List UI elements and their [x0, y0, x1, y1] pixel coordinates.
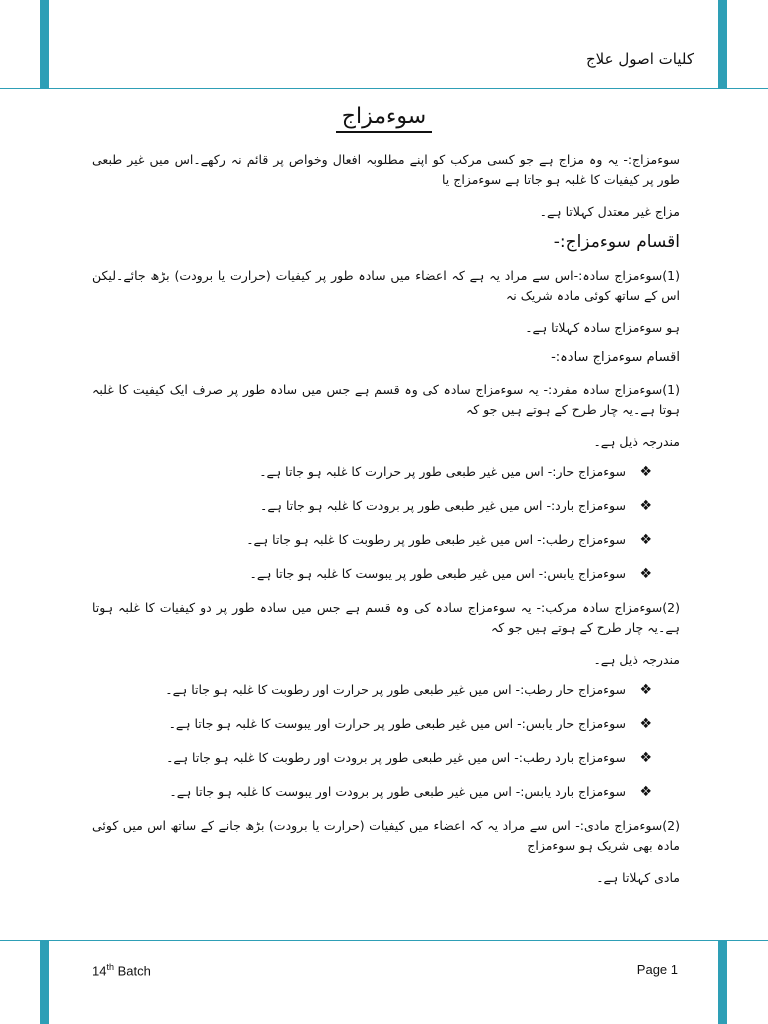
header-rule: [0, 88, 768, 89]
list-item-text: سوءمزاج بارد یابس:- اس میں غیر طبعی طور پر برودت اور یبوست کا غلبہ ہو جاتا ہے۔: [169, 784, 626, 799]
single-bullet-list: [92, 462, 680, 584]
diamond-bullet-icon: ❖: [639, 784, 652, 800]
single-line-1: (1)سوءمزاج سادہ مفرد:- یہ سوءمزاج سادہ کی وہ قسم ہے جس میں سادہ طور پر صرف ایک کیفیت کا غلبہ ہوتا ہے۔یہ چار طرح کے ہوتے ہیں جو کہ: [92, 382, 680, 417]
list-item-text: سوءمزاج حار رطب:- اس میں غیر طبعی طور پر حرارت اور رطوبت کا غلبہ ہو جاتا ہے۔: [165, 682, 626, 697]
diamond-bullet-icon: ❖: [639, 498, 652, 514]
simple-types-heading: اقسام سوءمزاج سادہ:-: [551, 350, 680, 365]
types-heading: اقسام سوءمزاج:-: [553, 232, 680, 252]
list-item: [92, 530, 652, 550]
page-title: [0, 104, 768, 129]
diamond-bullet-icon: ❖: [639, 464, 652, 480]
list-item: [92, 748, 652, 768]
footer-rule: [0, 940, 768, 941]
simple-line-2: ہو سوءمزاج سادہ کہلاتا ہے۔: [525, 320, 680, 335]
single-paragraph: [92, 380, 680, 452]
intro-paragraph: [92, 150, 680, 222]
list-item-text: سوءمزاج بارد:- اس میں غیر طبعی طور پر برودت کا غلبہ ہو جاتا ہے۔: [260, 498, 626, 513]
list-item: [92, 782, 652, 802]
document-body: [92, 150, 680, 898]
material-line-2: مادی کہلاتا ہے۔: [596, 870, 680, 885]
list-item-text: سوءمزاج حار یابس:- اس میں غیر طبعی طور پر حرارت اور یبوست کا غلبہ ہو جاتا ہے۔: [168, 716, 626, 731]
left-border-bottom: [40, 940, 49, 1024]
title-text: سوءمزاج: [336, 104, 432, 133]
list-item: [92, 680, 652, 700]
material-line-1: (2)سوءمزاج مادی:- اس سے مراد یہ کہ اعضاء میں کیفیات (حرارت یا برودت) بڑھ جانے کے ساتھ اس میں کوئی مادہ بھی شریک ہو سوءمزاج: [92, 818, 680, 853]
left-border-top: [40, 0, 49, 88]
intro-line-1: سوءمزاج:- یہ وہ مزاج ہے جو کسی مرکب کو اپنے مطلوبہ افعال وخواص پر قائم نہ رکھے۔اس میں غیر طبعی طور پر کیفیات کا غلبہ ہو جاتا ہے سوءمزاج یا: [92, 152, 680, 187]
list-item-text: سوءمزاج رطب:- اس میں غیر طبعی طور پر رطوبت کا غلبہ ہو جاتا ہے۔: [246, 532, 626, 547]
list-item: [92, 564, 652, 584]
compound-bullet-list: [92, 680, 680, 802]
header-book-title: کلیات اصول علاج: [586, 50, 694, 68]
batch-word: Batch: [117, 963, 151, 979]
diamond-bullet-icon: ❖: [639, 716, 652, 732]
compound-line-2: مندرجہ ذیل ہے۔: [593, 652, 680, 667]
diamond-bullet-icon: ❖: [639, 750, 652, 766]
footer-batch: [92, 962, 151, 978]
intro-line-2: مزاج غیر معتدل کہلاتا ہے۔: [539, 204, 680, 219]
list-item-text: سوءمزاج حار:- اس میں غیر طبعی طور پر حرارت کا غلبہ ہو جاتا ہے۔: [259, 464, 626, 479]
list-item-text: سوءمزاج بارد رطب:- اس میں غیر طبعی طور پر برودت اور رطوبت کا غلبہ ہو جاتا ہے۔: [166, 750, 626, 765]
compound-paragraph: [92, 598, 680, 670]
compound-line-1: (2)سوءمزاج سادہ مرکب:- یہ سوءمزاج سادہ کی وہ قسم ہے جس میں سادہ طور پر دو کیفیات کا غلبہ ہوتا ہے۔یہ چار طرح کے ہوتے ہیں جو کہ: [92, 600, 680, 635]
simple-paragraph: [92, 266, 680, 338]
list-item-text: سوءمزاج یابس:- اس میں غیر طبعی طور پر یبوست کا غلبہ ہو جاتا ہے۔: [249, 566, 626, 581]
diamond-bullet-icon: ❖: [639, 682, 652, 698]
list-item: [92, 714, 652, 734]
right-border-top: [718, 0, 727, 88]
simple-line-1: (1)سوءمزاج سادہ:-اس سے مراد یہ ہے کہ اعضاء میں سادہ طور پر کیفیات (حرارت یا برودت) بڑھ جائے۔لیکن اس کے ساتھ کوئی مادہ شریک نہ: [92, 268, 680, 303]
batch-number: 14: [92, 963, 107, 979]
diamond-bullet-icon: ❖: [639, 566, 652, 582]
diamond-bullet-icon: ❖: [639, 532, 652, 548]
batch-suffix: th: [106, 962, 114, 972]
right-border-bottom: [718, 940, 727, 1024]
material-paragraph: [92, 816, 680, 888]
single-line-2: مندرجہ ذیل ہے۔: [593, 434, 680, 449]
list-item: [92, 496, 652, 516]
footer-page-number: Page 1: [636, 962, 678, 977]
list-item: [92, 462, 652, 482]
